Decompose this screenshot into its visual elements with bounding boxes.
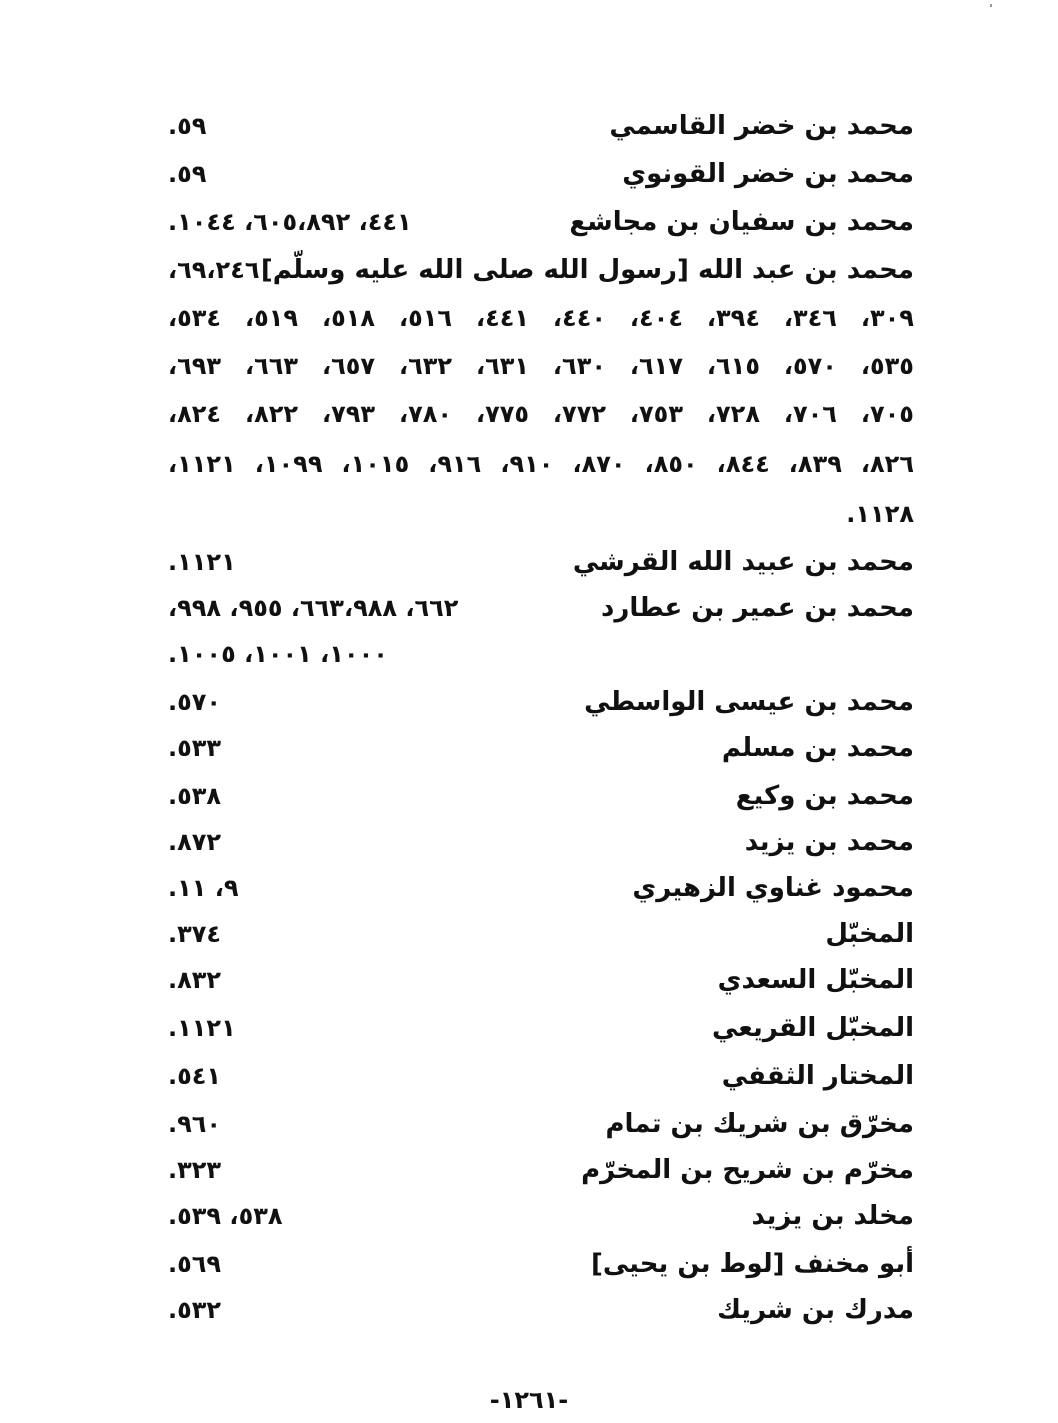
continuation-pages: ٣٠٩، ٣٤٦، ٣٩٤، ٤٠٤، ٤٤٠، ٤٤١، ٥١٦، ٥١٨، ٥١٩، ٥٣٤،: [168, 304, 914, 332]
index-entry: [168, 776, 914, 816]
entry-pages: ٥٧٠.: [168, 688, 222, 716]
entry-continuation: [168, 298, 914, 338]
entry-continuation: [168, 634, 914, 674]
entry-pages: ٦٦٢، ٦٦٣،٩٨٨، ٩٥٥، ٩٩٨،: [168, 594, 459, 622]
continuation-pages: ٥٣٥، ٥٧٠، ٦١٥، ٦١٧، ٦٣٠، ٦٣١، ٦٣٢، ٦٥٧، ٦٦٣، ٦٩٣،: [168, 352, 914, 380]
entry-name: محمد بن يزيد: [744, 827, 914, 857]
index-entry: [168, 960, 914, 1000]
entry-name: محمد بن عيسى الواسطي: [584, 687, 914, 717]
entry-continuation: [168, 394, 914, 434]
entry-name: محمد بن عبيد الله القرشي: [572, 547, 914, 577]
index-entry: [168, 682, 914, 722]
entry-name: محمد بن خضر القاسمي: [609, 111, 914, 141]
entry-continuation: [168, 346, 914, 386]
entry-pages: ٤٤١، ٦٠٥،٨٩٢، ١٠٤٤.: [168, 208, 412, 236]
entry-name: المخبّل القريعي: [711, 1013, 914, 1043]
index-entry: [168, 106, 914, 146]
index-entry: [168, 542, 914, 582]
entry-pages: ٥٩.: [168, 160, 207, 188]
index-entry: [168, 250, 914, 290]
entry-pages: ٥٣٨، ٥٣٩.: [168, 1202, 283, 1230]
entry-name: مخلد بن يزيد: [751, 1201, 914, 1231]
entry-name: مدرك بن شريك: [717, 1295, 914, 1325]
index-entry: [168, 588, 914, 628]
scan-mark: [990, 4, 992, 7]
entry-pages: ٥٣٢.: [168, 1296, 222, 1324]
entry-name: مخرّق بن شريك بن تمام: [605, 1109, 914, 1139]
continuation-pages: ١٠٠٠، ١٠٠١، ١٠٠٥.: [168, 640, 388, 668]
entry-pages: ٨٣٢.: [168, 966, 222, 994]
entry-name: مخرّم بن شريح بن المخرّم: [581, 1155, 914, 1185]
entry-name: محمد بن خضر القونوي: [622, 159, 914, 189]
index-entry: [168, 1056, 914, 1096]
entry-continuation: [168, 444, 914, 484]
index-entry: [168, 868, 914, 908]
entry-pages: ٨٧٢.: [168, 828, 222, 856]
index-entry: [168, 154, 914, 194]
entry-continuation: [168, 494, 914, 534]
index-entry: [168, 728, 914, 768]
entry-pages: ٥٩.: [168, 112, 207, 140]
continuation-pages: ١١٢٨.: [846, 500, 914, 528]
entry-name: محمد بن عمير بن عطارد: [601, 593, 914, 623]
entry-pages: ٥٤١.: [168, 1062, 222, 1090]
entry-pages: ٣٧٤.: [168, 920, 222, 948]
page-number: -١٢٦١-: [489, 1386, 569, 1414]
entry-name: محمد بن سفيان بن مجاشع: [569, 207, 914, 237]
entry-pages: ٦٩،٢٤٦،: [168, 256, 260, 284]
entry-pages: ٥٣٨.: [168, 782, 222, 810]
index-entry: [168, 1290, 914, 1330]
index-entry: [168, 1196, 914, 1236]
entry-pages: ١١٢١.: [168, 1014, 236, 1042]
entry-name: محمد بن مسلم: [721, 733, 914, 763]
entry-name: المختار الثقفي: [721, 1061, 914, 1091]
index-entry: [168, 914, 914, 954]
entry-name: محمد بن وكيع: [735, 781, 914, 811]
entry-name: المخبّل: [825, 919, 914, 949]
index-entry: [168, 202, 914, 242]
entry-pages: ٩، ١١.: [168, 874, 239, 902]
index-entry: [168, 1150, 914, 1190]
entry-pages: ٥٣٣.: [168, 734, 222, 762]
entry-name: المخبّل السعدي: [717, 965, 914, 995]
entry-pages: ٣٢٣.: [168, 1156, 222, 1184]
entry-pages: ٥٦٩.: [168, 1250, 222, 1278]
entry-pages: ٩٦٠.: [168, 1110, 222, 1138]
continuation-pages: ٧٠٥، ٧٠٦، ٧٢٨، ٧٥٣، ٧٧٢، ٧٧٥، ٧٨٠، ٧٩٣، ٨٢٢، ٨٢٤،: [168, 400, 914, 428]
entry-name: محمد بن عبد الله [رسول الله صلى الله عليه وسلّم]: [260, 255, 914, 285]
continuation-pages: ٨٢٦، ٨٣٩، ٨٤٤، ٨٥٠، ٨٧٠، ٩١٠، ٩١٦، ١٠١٥، ١٠٩٩، ١١٢١،: [168, 450, 914, 478]
entry-pages: ١١٢١.: [168, 548, 236, 576]
index-entry: [168, 1008, 914, 1048]
index-entry: [168, 822, 914, 862]
index-entry: [168, 1244, 914, 1284]
index-entry: [168, 1104, 914, 1144]
entry-name: محمود غناوي الزهيري: [632, 873, 914, 903]
entry-name: أبو مخنف [لوط بن يحيى]: [590, 1249, 914, 1279]
